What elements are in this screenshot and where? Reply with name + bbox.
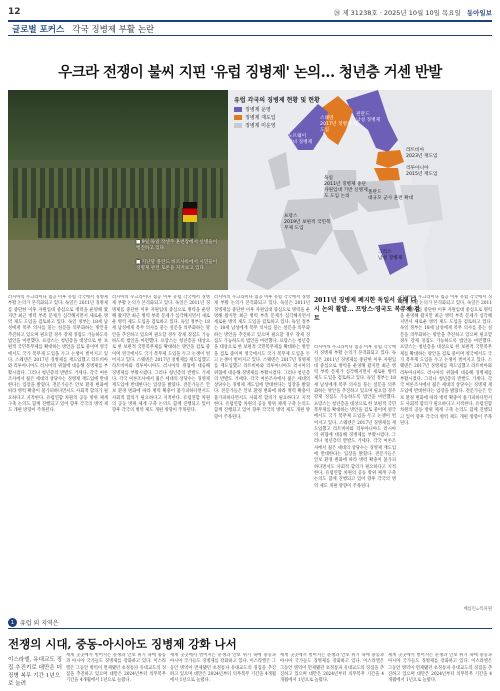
legend-label: 징병제 미운영: [245, 122, 276, 129]
second-column-2: [170, 653, 276, 689]
second-text: 세계 곳곳에서 벌어지는 분쟁과 안보 위기 속에 중동과 아시아 국가들도 징병제를 강화하고 있다. 이스라엘은 그동안 병역이 면제됐던 초정통파 유대교도의 징집을 추진하고 있으며 대만은 2024년부터 의무복무 기간을 4개월에서 1년으로 늘렸다.: [388, 653, 492, 684]
second-lead: 이스라엘, 유대교도 징집 추진키로 대만은 더 징병 복무 기간 1년으로 늘려: [8, 657, 62, 687]
map-label-france: 프랑스 2019년 보편적 국민복무제 도입: [284, 214, 331, 231]
map-label-germany: 독일 2011년 징병제 중단 자원입대 기반 신병제도 도입 논의: [324, 176, 368, 199]
second-column-4: [388, 653, 492, 689]
photo-trees: [8, 90, 228, 160]
map-legend: [234, 105, 276, 129]
legend-item: [234, 105, 276, 113]
section2-label: [8, 617, 60, 628]
header-meta: [334, 8, 492, 17]
article-text: 러시아의 우크라이나 침공 이후 유럽 각국에서 징병제 부활 논의가 본격화되고 있다. 독일은 2011년 징병제를 중단한 이후 자원입대 중심으로 병력을 운영해 왔지만 최근 병력 부족 문제가 심각해지면서 새로운 병역 제도 도입을 검토하고 있다. 독일 정부는 18세 남성에게 복무 의사를 묻는 설문을 의무화하는 방안을 추진하고 있으며 필요할 경우 강제 징집도 가능하도록 법안을 마련했다. 프랑스는 청년층을 대상으로 한 보편적 국민복무제를 확대하는 방안을 검토 중이며 영국에서도 국가 복무제 도입을 두고 논쟁이 벌어지고 있다. 스웨덴은 2017년 징병제를 재도입했고 라트비아와 리투아니아도 러시아의 위협에 대응해 징병제를 부활시켰다. 그러나 청년층의 반발도 거세다. 각국 여론조사에서 젊은 세대의 상당수는 징병제 재도입에 반대한다는 입장을 밝혔다. 전문가들은 안보 환경 변화에 따라 병력 확충이 불가피하다면서도 사회적 합의가 필요하다고 지적한다. 유럽연합 차원의 공동 방위 체계 구축 논의도 함께 진행되고 있어 향후 각국의 병역 제도 개편 방향이 주목된다.: [112, 295, 210, 414]
map-label-greece: 그리스 남성 징병제: [378, 250, 403, 261]
article-column-2: [112, 295, 210, 613]
legend-swatch-reintroduced: [234, 115, 242, 120]
article-text: 러시아의 우크라이나 침공 이후 유럽 각국에서 징병제 부활 논의가 본격화되고 있다. 독일은 2011년 징병제를 중단한 이후 자원입대 중심으로 병력을 운영해 왔지만 최근 병력 부족 문제가 심각해지면서 새로운 병역 제도 도입을 검토하고 있다. 독일 정부는 18세 남성에게 복무 의사를 묻는 설문을 의무화하는 방안을 추진하고 있으며 필요할 경우 강제 징집도 가능하도록 법안을 마련했다. 프랑스는 청년층을 대상으로 한 보편적 국민복무제를 확대하는 방안을 검토 중이며 영국에서도 국가 복무제 도입을 두고 논쟁이 벌어지고 있다. 스웨덴은 2017년 징병제를 재도입했고 라트비아와 리투아니아도 러시아의 위협에 대응해 징병제를 부활시켰다. 그러나 청년층의 반발도 거세다. 각국 여론조사에서 젊은 세대의 상당수는 징병제 재도입에 반대한다는 입장을 밝혔다. 전문가들은 안보 환경 변화에 따라 병력 확충이 불가피하다면서도 사회적 합의가 필요하다고 지적한다. 유럽연합 차원의 공동 방위 체계 구축 논의도 함께 진행되고 있어 향후 각국의 병역 제도 개편 방향이 주목된다.: [314, 345, 396, 489]
legend-swatch-none: [234, 123, 242, 128]
second-column-3: [280, 653, 384, 689]
issue-info: ㉘ 제 31238호 · 2025년 10월 10일 목요일: [333, 8, 461, 17]
article-subhead: 2011년 징병제 폐지한 독일서 올해 다시 논의 활발... 프랑스·영국도 복무제 검토: [314, 297, 420, 322]
section2-name: 유럽 외 지역은: [20, 620, 59, 627]
second-text: 세계 곳곳에서 벌어지는 분쟁과 안보 위기 속에 중동과 아시아 국가들도 징병제를 강화하고 있다. 이스라엘은 그동안 병역이 면제됐던 초정통파 유대교도의 징집을 추진하고 있으며 대만은 2024년부터 의무복무 기간을 4개월에서 1년으로 늘렸다.: [66, 653, 166, 684]
legend-swatch-conscription: [234, 107, 242, 112]
second-text: 세계 곳곳에서 벌어지는 분쟁과 안보 위기 속에 중동과 아시아 국가들도 징병제를 강화하고 있다. 이스라엘은 그동안 병역이 면제됐던 초정통파 유대교도의 징집을 추진하고 있으며 대만은 2024년부터 의무복무 기간을 4개월에서 1년으로 늘렸다.: [170, 653, 276, 684]
map-label-poland: 폴란드 대규모 군사 훈련 확대: [368, 190, 414, 201]
europe-map: [228, 90, 492, 290]
map-label-norway: 노르웨이 남녀 징병제: [288, 134, 313, 145]
map-label-sweden: 스웨덴 2017년 징병제 재도입: [320, 116, 358, 133]
article-byline: 베를린=특파원: [463, 607, 492, 612]
second-headline: 전쟁의 시대, 중동-아시아도 징병제 강화 나서: [8, 637, 237, 651]
legend-label: 징병제 재도입: [245, 114, 276, 121]
photo-soldier-rows-front: [38, 208, 198, 238]
article-text: 러시아의 우크라이나 침공 이후 유럽 각국에서 징병제 부활 논의가 본격화되고 있다. 독일은 2011년 징병제를 중단한 이후 자원입대 중심으로 병력을 운영해 왔지만 최근 병력 부족 문제가 심각해지면서 새로운 병역 제도 도입을 검토하고 있다. 독일 정부는 18세 남성에게 복무 의사를 묻는 설문을 의무화하는 방안을 추진하고 있으며 필요할 경우 강제 징집도 가능하도록 법안을 마련했다. 프랑스는 청년층을 대상으로 한 보편적 국민복무제를 확대하는 방안을 검토 중이며 영국에서도 국가 복무제 도입을 두고 논쟁이 벌어지고 있다. 스웨덴은 2017년 징병제를 재도입했고 라트비아와 리투아니아도 러시아의 위협에 대응해 징병제를 부활시켰다. 그러나 청년층의 반발도 거세다. 각국 여론조사에서 젊은 세대의 상당수는 징병제 재도입에 반대한다는 입장을 밝혔다. 전문가들은 안보 환경 변화에 따라 병력 확충이 불가피하다면서도 사회적 합의가 필요하다고 지적한다. 유럽연합 차원의 공동 방위 체계 구축 논의도 함께 진행되고 있어 향후 각국의 병역 제도 개편 방향이 주목된다.: [214, 295, 310, 420]
article-column-5: [400, 295, 492, 605]
page-header: [8, 6, 492, 18]
legend-item: [234, 121, 276, 129]
article-column-1: [8, 295, 108, 613]
map-label-latvia: 라트비아 2023년 재도입: [406, 148, 438, 159]
section2-divider: [8, 628, 492, 629]
section2-number: 1: [8, 618, 17, 627]
map-label-lithuania: 리투아니아 2015년 재도입: [406, 166, 438, 177]
article-text: 러시아의 우크라이나 침공 이후 유럽 각국에서 징병제 부활 논의가 본격화되고 있다. 독일은 2011년 징병제를 중단한 이후 자원입대 중심으로 병력을 운영해 왔지만 최근 병력 부족 문제가 심각해지면서 새로운 병역 제도 도입을 검토하고 있다. 독일 정부는 18세 남성에게 복무 의사를 묻는 설문을 의무화하는 방안을 추진하고 있으며 필요할 경우 강제 징집도 가능하도록 법안을 마련했다. 프랑스는 청년층을 대상으로 한 보편적 국민복무제를 확대하는 방안을 검토 중이며 영국에서도 국가 복무제 도입을 두고 논쟁이 벌어지고 있다. 스웨덴은 2017년 징병제를 재도입했고 라트비아와 리투아니아도 러시아의 위협에 대응해 징병제를 부활시켰다. 그러나 청년층의 반발도 거세다. 각국 여론조사에서 젊은 세대의 상당수는 징병제 재도입에 반대한다는 입장을 밝혔다. 전문가들은 안보 환경 변화에 따라 병력 확충이 불가피하다면서도 사회적 합의가 필요하다고 지적한다. 유럽연합 차원의 공동 방위 체계 구축 논의도 함께 진행되고 있어 향후 각국의 병역 제도 개편 방향이 주목된다.: [400, 295, 492, 426]
map-title: 유럽 각국의 징병제 현황 및 현황: [234, 97, 320, 104]
page-number: 12: [8, 7, 21, 17]
second-column-1: [66, 653, 166, 689]
section-bar: [8, 20, 492, 36]
article-column-3: [214, 295, 310, 613]
main-headline: 우크라 전쟁이 불씨 지핀 '유럽 징병제' 논의… 청년층 거센 반발: [58, 64, 442, 81]
legend-item: [234, 113, 276, 121]
map-label-finland: 핀란드 남성 징병제: [356, 112, 381, 123]
newspaper-name: 동아일보: [466, 8, 492, 17]
article-text: 러시아의 우크라이나 침공 이후 유럽 각국에서 징병제 부활 논의가 본격화되고 있다. 독일은 2011년 징병제를 중단한 이후 자원입대 중심으로 병력을 운영해 왔지만 최근 병력 부족 문제가 심각해지면서 새로운 병역 제도 도입을 검토하고 있다. 독일 정부는 18세 남성에게 복무 의사를 묻는 설문을 의무화하는 방안을 추진하고 있으며 필요할 경우 강제 징집도 가능하도록 법안을 마련했다. 프랑스는 청년층을 대상으로 한 보편적 국민복무제를 확대하는 방안을 검토 중이며 영국에서도 국가 복무제 도입을 두고 논쟁이 벌어지고 있다. 스웨덴은 2017년 징병제를 재도입했고 라트비아와 리투아니아도 러시아의 위협에 대응해 징병제를 부활시켰다. 그러나 청년층의 반발도 거세다. 각국 여론조사에서 젊은 세대의 상당수는 징병제 재도입에 반대한다는 입장을 밝혔다. 전문가들은 안보 환경 변화에 따라 병력 확충이 불가피하다면서도 사회적 합의가 필요하다고 지적한다. 유럽연합 차원의 공동 방위 체계 구축 논의도 함께 진행되고 있어 향후 각국의 병역 제도 개편 방향이 주목된다.: [8, 295, 108, 414]
article-column-4: [314, 345, 396, 613]
german-flag: [183, 202, 197, 222]
section-name: 글로벌 포커스: [12, 24, 65, 35]
photo-caption-2: ■ 지난달 폴란드 바르샤바에서 시민들이 징병제 관련 토론을 지켜보고 있다.: [136, 260, 218, 271]
legend-label: 징병제 운영: [245, 106, 271, 113]
photo-caption-1: ■ 9일 독일 작센주 훈련장에서 신병들이 행진하고 있다.: [136, 240, 218, 251]
training-photo: [8, 90, 228, 290]
second-text: 세계 곳곳에서 벌어지는 분쟁과 안보 위기 속에 중동과 아시아 국가들도 징병제를 강화하고 있다. 이스라엘은 그동안 병역이 면제됐던 초정통파 유대교도의 징집을 추진하고 있으며 대만은 2024년부터 의무복무 기간을 4개월에서 1년으로 늘렸다.: [280, 653, 384, 684]
section-topic: 각국 징병제 부활 논란: [72, 24, 155, 35]
